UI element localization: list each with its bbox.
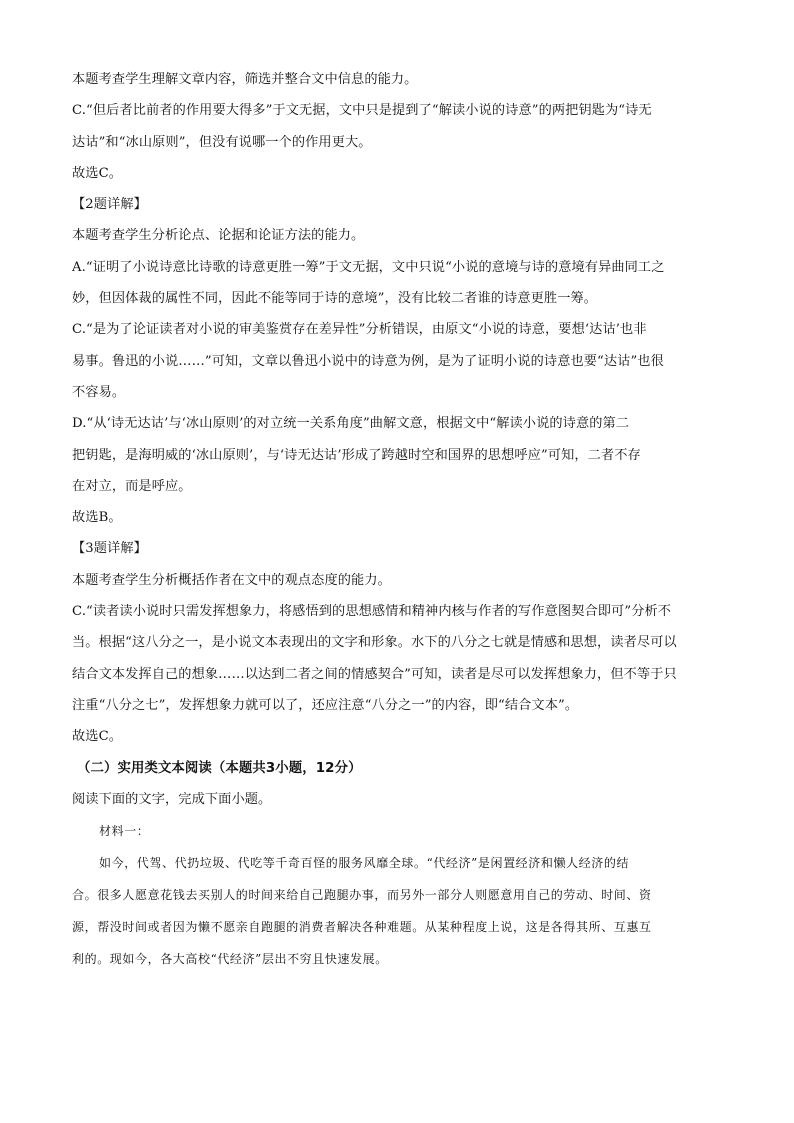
text-line: 达诂”和“冰山原则”，但没有说哪一个的作用更大。 <box>72 134 372 150</box>
text-line: 把钥匙，是海明威的‘冰山原则’，与‘诗无达诂’形成了跨越时空和国界的思想呼应”可知，二者不存 <box>72 447 641 463</box>
text-line: C.“读者读小说时只需发挥想象力，将感悟到的思想感情和精神内核与作者的写作意图契合即可”分析不 <box>72 604 672 620</box>
text-line: 不容易。 <box>72 384 126 400</box>
text-line: 本题考查学生分析概括作者在文中的观点态度的能力。 <box>72 572 391 588</box>
answer-line: 故选C。 <box>72 729 123 745</box>
material-line: 如今，代驾、代扔垃圾、代吃等千奇百怪的服务风靡全球。“代经济”是闲置经济和懒人经济的结 <box>99 856 630 871</box>
text-line: 本题考查学生理解文章内容，筛选并整合文中信息的能力。 <box>72 72 418 87</box>
text-line: 当。根据“这八分之一，是小说文本表现出的文字和形象。水下的八分之七就是情感和思想，读者尽可以 <box>72 635 677 651</box>
material-line: 利的。现如今，各大高校“代经济”层出不穷且快速发展。 <box>72 952 388 967</box>
answer-line: 故选C。 <box>72 165 123 181</box>
material-line: 合。很多人愿意花钱去买别人的时间来给自己跑腿办事，而另外一部分人则愿意用自己的劳动、时间、资 <box>72 888 652 903</box>
question-heading: 【2题详解】 <box>72 197 147 213</box>
text-line: 结合文本发挥自己的想象……以达到二者之间的情感契合”可知，读者是尽可以发挥想象力，但不等于只 <box>72 666 677 682</box>
section-heading: （二）实用类文本阅读（本题共3小题，12分） <box>77 760 362 776</box>
material-label: 材料一： <box>99 824 150 839</box>
text-line: 注重“八分之七”，发挥想象力就可以了，还应注意“八分之一”的内容，即“结合文本”。 <box>72 697 579 713</box>
answer-line: 故选B。 <box>72 510 122 526</box>
instruction-line: 阅读下面的文字，完成下面小题。 <box>72 791 272 807</box>
document-page <box>72 64 724 975</box>
text-line: 本题考查学生分析论点、论据和论证方法的能力。 <box>72 228 365 244</box>
text-line: 在对立，而是呼应。 <box>72 478 192 494</box>
material-line: 源，帮没时间或者因为懒不愿亲自跑腿的消费者解决各种难题。从某种程度上说，这是各得其所、互惠互 <box>72 920 652 935</box>
text-line: C.“但后者比前者的作用要大得多”于文无据，文中只是提到了“解读小说的诗意”的两把钥匙为“诗无 <box>72 103 652 119</box>
text-line: C.“是为了论证读者对小说的审美鉴赏存在差异性”分析错误，由原文“小说的诗意，要想‘达诂’也非 <box>72 322 647 338</box>
text-line: A.“证明了小说诗意比诗歌的诗意更胜一筹”于文无据，文中只说“小说的意境与诗的意境有异曲同工之 <box>72 259 665 275</box>
question-heading: 【3题详解】 <box>72 541 147 557</box>
text-line: 易事。鲁迅的小说……”可知，文章以鲁迅小说中的诗意为例，是为了证明小说的诗意也要“达诂”也很 <box>72 353 664 369</box>
text-line: 妙，但因体裁的属性不同，因此不能等同于诗的意境”，没有比较二者谁的诗意更胜一筹。 <box>72 291 598 307</box>
text-line: D.“从‘诗无达诂’与‘冰山原则’的对立统一关系角度”曲解文意，根据文中“解读小说的诗意的第二 <box>72 416 630 432</box>
